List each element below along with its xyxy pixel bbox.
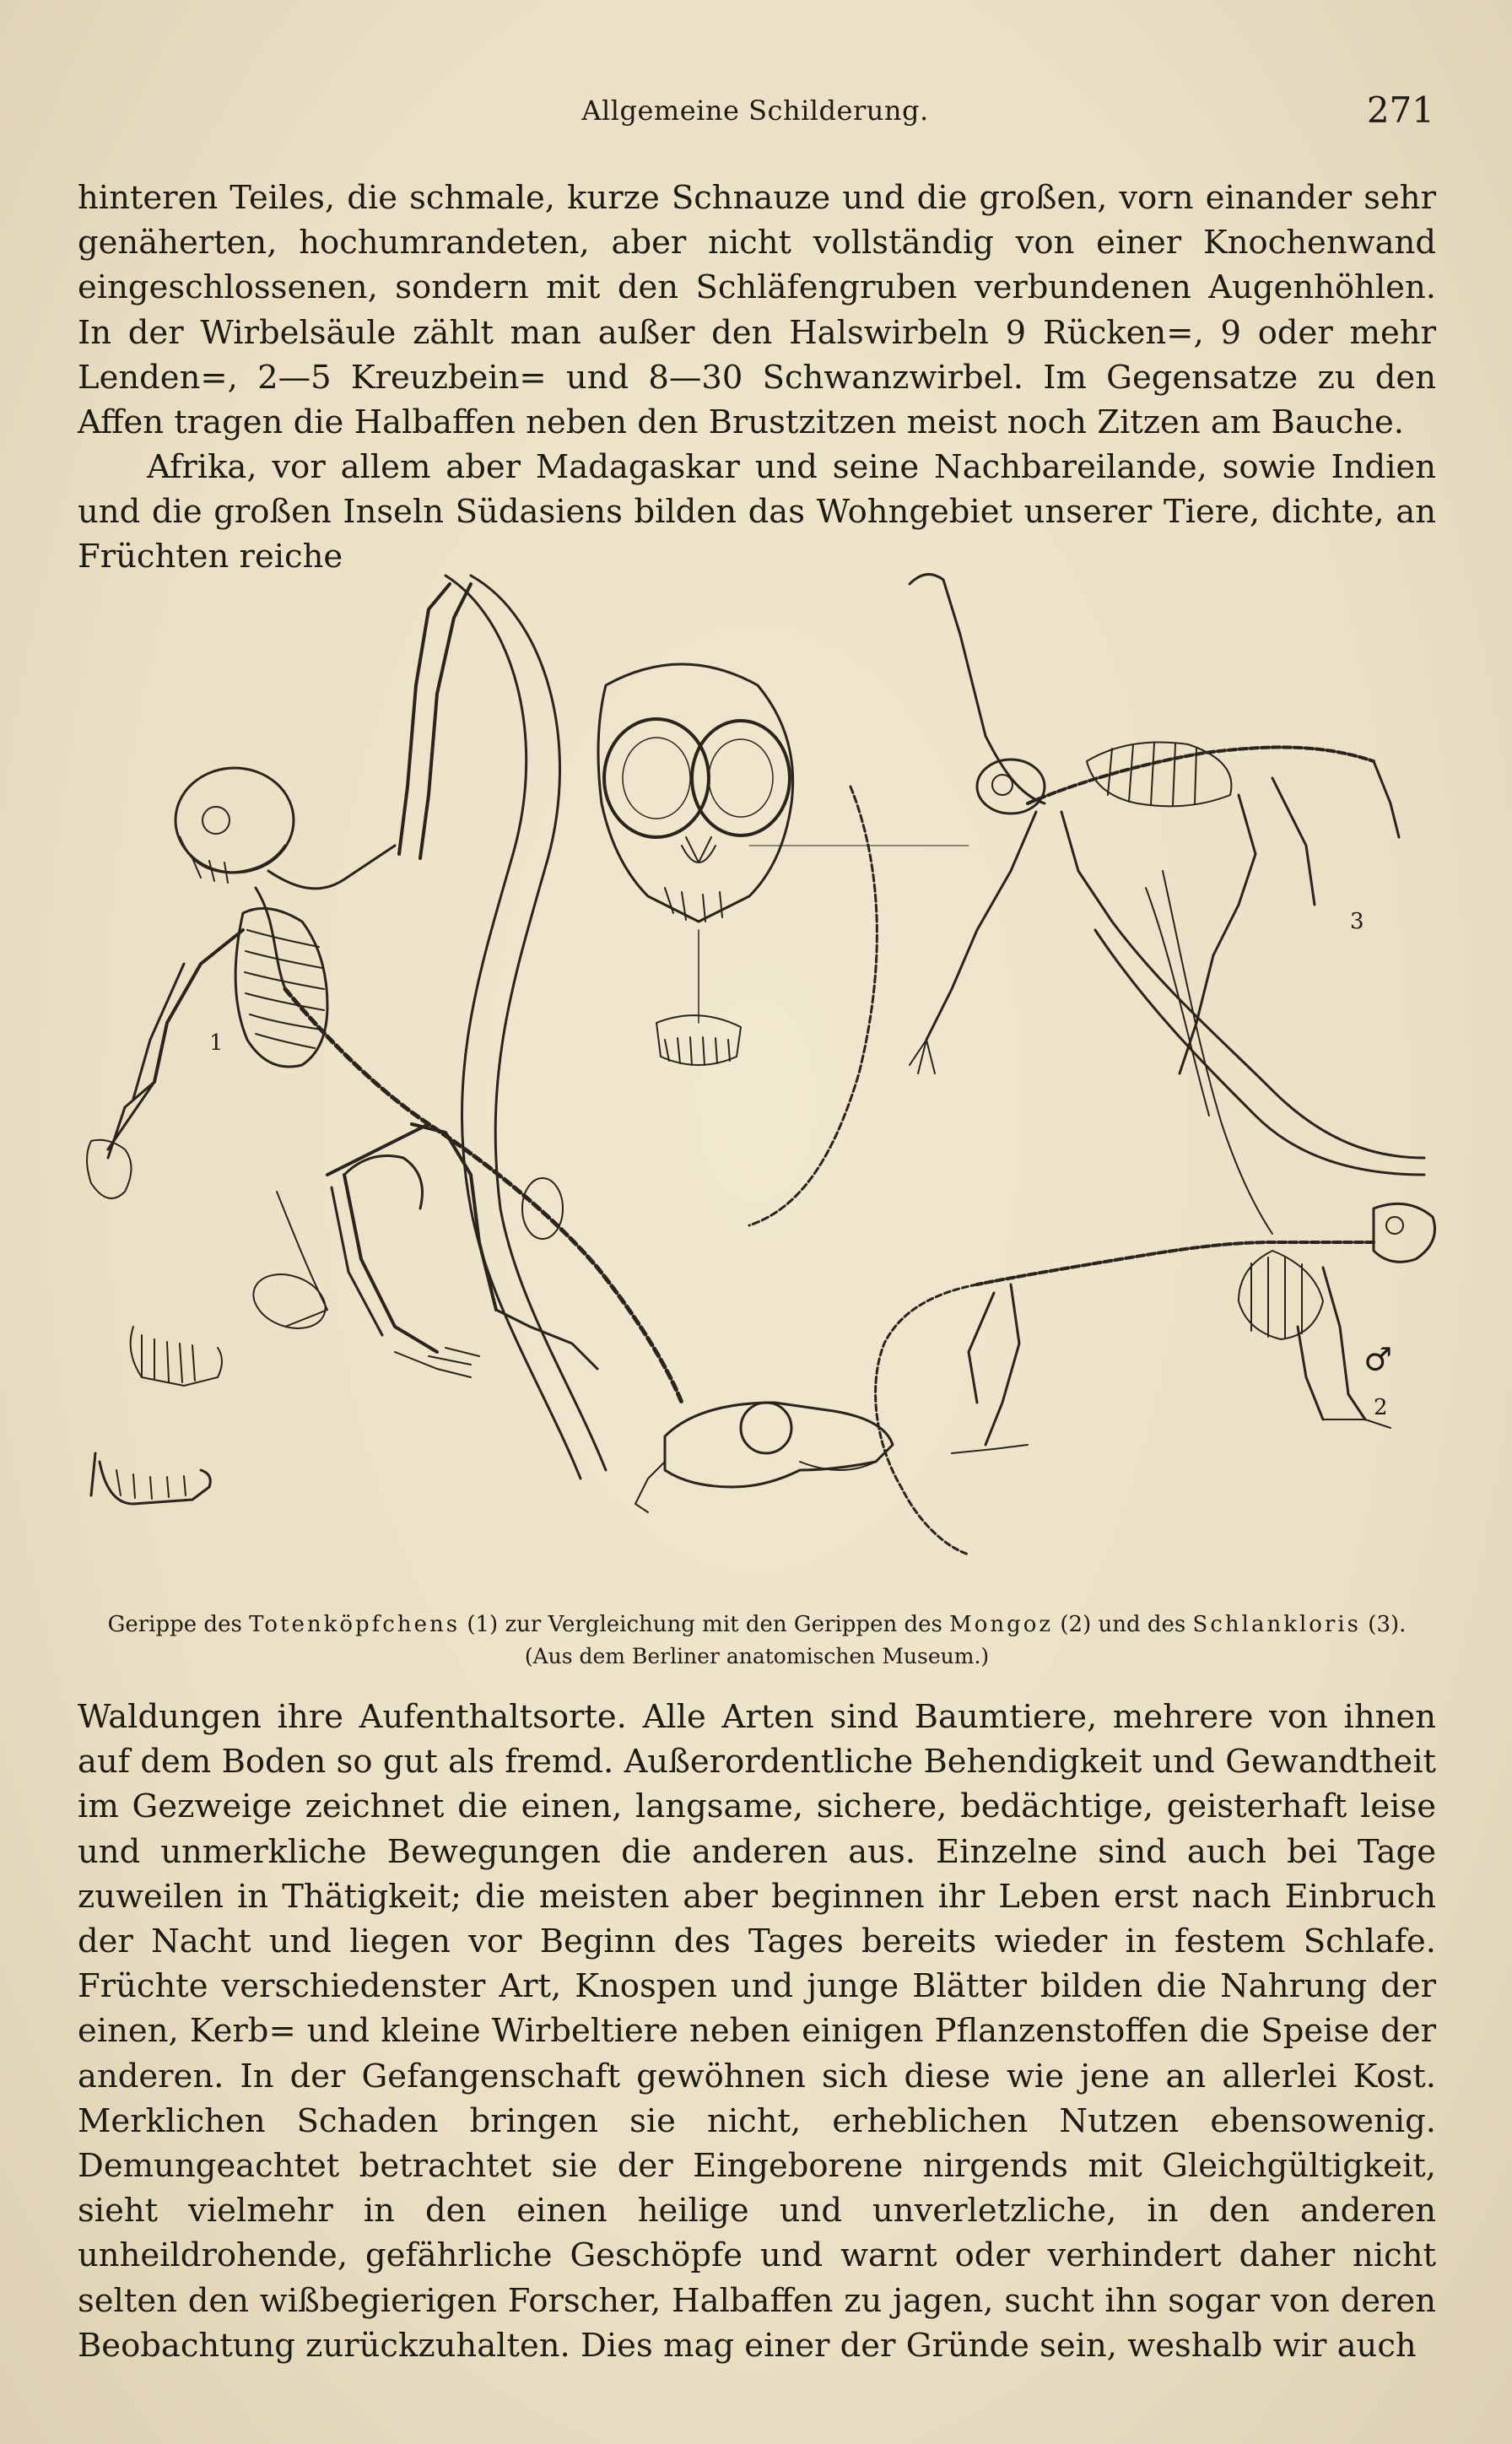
paragraph-1: hinteren Teiles, die schmale, kurze Schnauze und die großen, vorn einander sehr genäherten, hochumrandeten, aber nicht vollständig von einer Knochenwand eingeschlossenen, sondern mit den Schläfengruben verbundenen Augenhöhlen. In der Wirbelsäule zählt man außer den Halswirbeln 9 Rücken=, 9 oder mehr Lenden=, 2—5 Kreuzbein= und 8—30 Schwanzwirbel. Im Gegensatze zu den Affen tragen die Halbaffen neben den Brustzitzen meist noch Zitzen am Bauche.	[78, 179, 1436, 442]
caption-mid-2: (2) und des	[1060, 1612, 1186, 1637]
paragraph-2: Afrika, vor allem aber Madagaskar und seine Nachbareilande, sowie Indien und die großen Inseln Südasiens bilden das Wohngebiet unserer Tiere, dichte, an Früchten reiche	[78, 448, 1436, 576]
caption-name-1: Totenköpfchens	[249, 1612, 461, 1637]
page-number: 271	[1366, 89, 1434, 131]
caption-end: (3).	[1368, 1612, 1407, 1637]
skeleton-1-totenkoepfchen	[87, 576, 682, 1479]
skull-front-view	[598, 664, 793, 1065]
skull-side-view	[635, 1403, 893, 1512]
page-header	[76, 89, 1434, 145]
male-symbol: ♂	[1364, 1341, 1393, 1378]
caption-mid-1: (1) zur Vergleichung mit den Gerippen des	[467, 1612, 942, 1637]
label-2: 2	[1374, 1395, 1388, 1420]
caption-source: (Aus dem Berliner anatomischen Museum.)	[524, 1644, 990, 1668]
caption-name-3: Schlankloris	[1192, 1612, 1362, 1637]
jaw-bones	[91, 1453, 210, 1504]
skeleton-figure	[74, 567, 1441, 1605]
skeleton-2-mongoz	[876, 1203, 1435, 1555]
skeleton-3-schlankloris	[910, 575, 1424, 1234]
tail-line	[749, 787, 877, 1225]
paragraph-3: Waldungen ihre Aufenthaltsorte. Alle Arten sind Baumtiere, mehrere von ihnen auf dem Boden so gut als fremd. Außerordentliche Behendigkeit und Gewandtheit im Gezweige zeichnet die einen, langsame, sichere, bedächtige, geisterhaft leise und unmerkliche Bewegungen die anderen aus. Einzelne sind auch bei Tage zuweilen in Thätigkeit; die meisten aber beginnen ihr Leben erst nach Einbruch der Nacht und liegen vor Beginn des Tages bereits wieder in festem Schlafe. Früchte verschiedenster Art, Knospen und junge Blätter bilden die Nahrung der einen, Kerb= und kleine Wirbeltiere neben einigen Pflanzenstoffen die Speise der anderen. In der Gefangenschaft gewöhnen sich diese wie jene an allerlei Kost. Merklichen Schaden bringen sie nicht, erheblichen Nutzen ebensowenig. Demungeachtet betrachtet sie der Eingeborene nirgends mit Gleichgültigkeit, sieht vielmehr in den einen heilige und unverletzliche, in den anderen unheildrohende, gefährliche Geschöpfe und warnt oder verhindert daher nicht selten den wißbegierigen Forscher, Halbaffen zu jagen, sucht ihn sogar von deren Beobachtung zurückzuhalten. Dies mag einer der Gründe sein, weshalb wir auch	[78, 1698, 1436, 2365]
caption-prefix: Gerippe des	[107, 1612, 242, 1637]
skeleton-illustration	[74, 567, 1441, 1605]
label-3: 3	[1350, 909, 1364, 934]
figure-caption	[78, 1609, 1436, 1673]
label-1: 1	[209, 1030, 224, 1056]
running-title: Allgemeine Schilderung.	[581, 95, 929, 127]
caption-name-2: Mongoz	[949, 1612, 1054, 1637]
